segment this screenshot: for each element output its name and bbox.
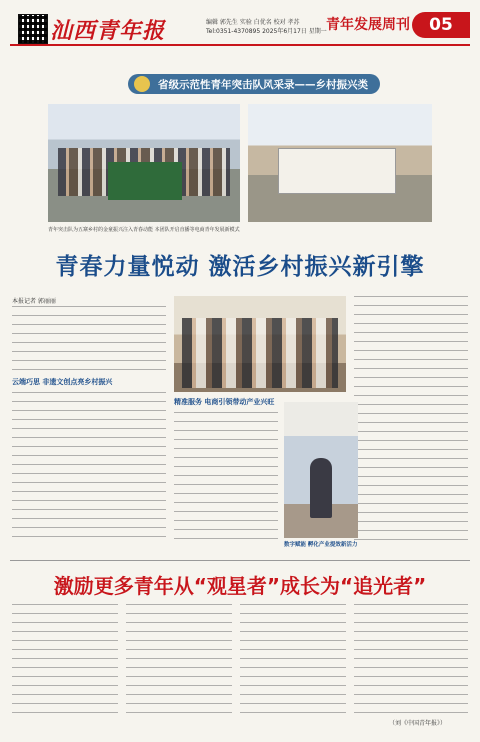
article-column-text [12,392,166,542]
qr-code-icon [18,14,48,44]
article-column-text [174,412,278,544]
subhead-a: 云端巧思 非遗文创点亮乡村振兴 [12,378,113,386]
group-photo-left [48,104,240,222]
photo-caption: 青年突击队为五寨乡村的金童振兴注入青春动能 本团队开启直播等电商青年发展新模式 [48,227,240,233]
article-column-text [354,604,468,716]
article-column-text [240,604,346,716]
meta-line-2: Tel:0351-4370895 2025年6月17日 星期一 [206,28,327,35]
headline-main: 青春力量悦动 激活乡村振兴新引擎 [55,254,425,280]
header-rule [10,44,470,46]
article-column-text [12,604,118,716]
center-photo [174,296,346,392]
youth-emblem-icon [134,76,150,92]
subhead-c: 数字赋能 孵化产业提效新活力 [284,542,358,548]
meta-line-1: 编辑 郭先生 实验 白优名 校对 孝苏 [206,19,300,26]
banner-text: 省级示范性青年突击队风采录——乡村振兴类 [158,79,368,91]
section-banner [128,74,380,94]
article-column-text [354,296,468,542]
headline-second: 激励更多青年从“观星者”成长为“追光者” [53,574,427,598]
section-rule [10,560,470,561]
section-title: 青年发展周刊 [326,17,410,33]
team-flag [108,162,182,200]
people-figures [182,318,338,388]
livestream-photo [284,402,358,538]
streamer-figure [310,458,332,518]
article-column-text [126,604,232,716]
subhead-b: 精准服务 电商引领带动产业兴旺 [174,398,275,406]
newspaper-title: 汕西青年报 [50,18,166,44]
masthead [0,0,480,48]
source-credit: （刘《中国青年报》） [388,720,446,727]
team-flag [278,148,396,194]
group-photo-right [248,104,432,222]
byline: 本报记者 郭丽丽 [12,298,56,305]
masthead-meta [206,18,327,36]
article-column-text [12,306,166,374]
page-number: 05 [412,12,470,38]
